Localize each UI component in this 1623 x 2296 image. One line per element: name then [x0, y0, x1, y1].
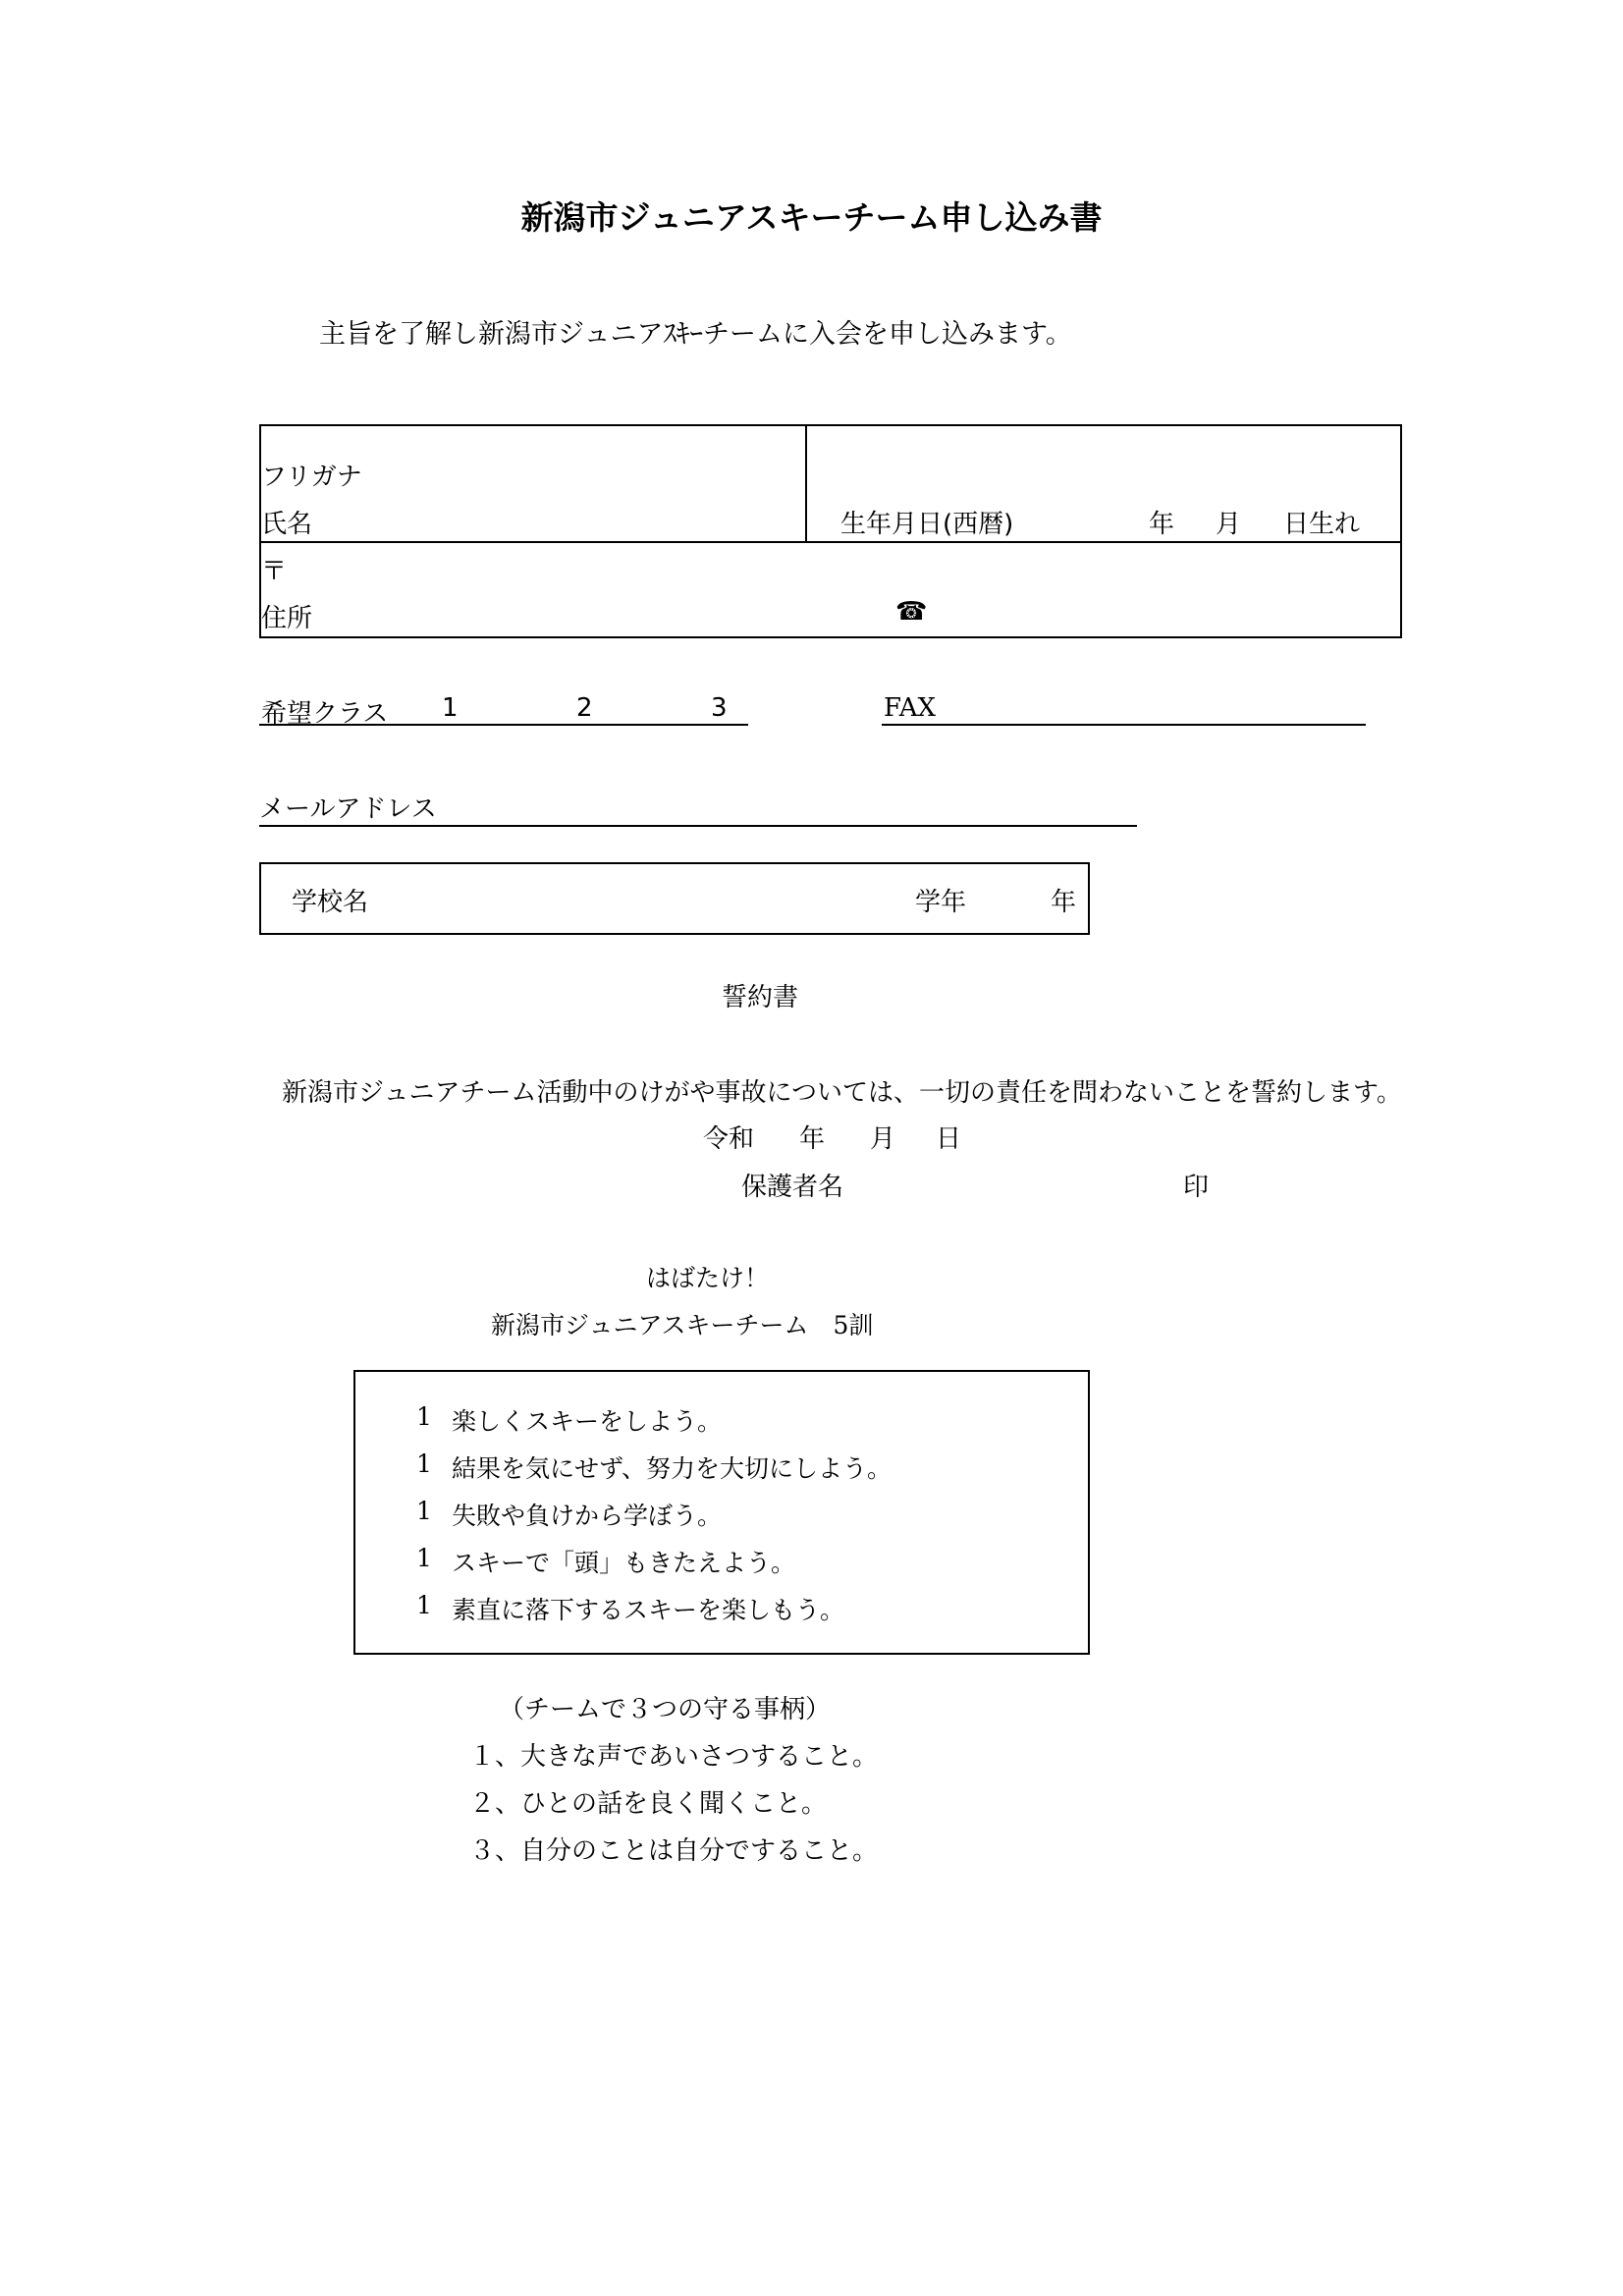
birth-month-unit: 月: [1216, 510, 1242, 539]
pledge-month-field[interactable]: [831, 1112, 868, 1149]
address-field[interactable]: [324, 591, 884, 630]
pledge-text: 新潟市ジュニアチーム活動中のけがや事故については、一切の責任を問わないことを誓約します。: [282, 1078, 1402, 1108]
fax-underline: [882, 724, 1366, 726]
postal-label: 〒: [261, 557, 288, 586]
furigana-field[interactable]: [324, 452, 795, 491]
class-option-1[interactable]: 1: [442, 693, 459, 723]
page-title: 新潟市ジュニアスキーチーム申し込み書: [520, 198, 1103, 237]
pledge-heading: 誓約書: [722, 983, 799, 1012]
phone-icon: ☎: [895, 597, 928, 627]
email-underline: [259, 825, 1137, 827]
school-field[interactable]: [383, 872, 893, 925]
motto-item-num: 1: [416, 1544, 432, 1572]
fax-label: FAX: [884, 693, 937, 723]
motto-line-2: 新潟市ジュニアスキーチーム 5訓: [491, 1311, 874, 1339]
class-label: 希望クラス: [261, 699, 389, 729]
intro-text: 主旨を了解し新潟市ジュニアｽｷｰチームに入会を申し込みます。: [319, 319, 1072, 350]
motto-item-text: 失敗や負けから学ぼう。: [452, 1502, 723, 1530]
rules-item: ３、自分のことは自分ですること。: [469, 1836, 879, 1866]
birth-day-unit: 日生れ: [1283, 510, 1361, 539]
pledge-year-field[interactable]: [764, 1112, 797, 1149]
rules-item: ２、ひとの話を良く聞くこと。: [469, 1789, 828, 1819]
pledge-day-unit: 日: [936, 1124, 962, 1154]
motto-item-num: 1: [416, 1497, 432, 1525]
email-field[interactable]: [412, 782, 1134, 821]
furigana-label: フリガナ: [261, 463, 362, 492]
grade-label: 学年: [915, 888, 967, 917]
rules-item: １、大きな声であいさつすること。: [469, 1742, 879, 1772]
guardian-label: 保護者名: [741, 1173, 844, 1202]
table-divider: [259, 541, 1402, 543]
rules-heading: （チームで３つの守る事柄）: [499, 1695, 832, 1724]
class-underline: [259, 724, 748, 726]
motto-item-text: スキーで「頭」もきたえよう。: [452, 1549, 796, 1577]
birth-month-field[interactable]: [1183, 496, 1215, 535]
motto-item-num: 1: [416, 1449, 432, 1478]
pledge-month-unit: 月: [870, 1124, 896, 1154]
motto-item-num: 1: [416, 1402, 432, 1431]
seal-label: 印: [1183, 1173, 1210, 1202]
motto-item-text: 楽しくスキーをしよう。: [452, 1407, 723, 1436]
fax-field[interactable]: [952, 685, 1365, 723]
birth-label: 生年月日(西暦): [840, 510, 1014, 539]
name-field[interactable]: [324, 496, 795, 535]
birth-year-unit: 年: [1149, 510, 1175, 539]
motto-item-num: 1: [416, 1591, 432, 1619]
email-label: メールアドレス: [259, 794, 437, 824]
table-column-divider: [805, 424, 807, 542]
name-label: 氏名: [261, 510, 313, 539]
class-option-3[interactable]: 3: [711, 693, 728, 723]
postal-code-field[interactable]: [295, 546, 785, 585]
school-label: 学校名: [292, 888, 369, 917]
pledge-year-unit: 年: [799, 1124, 826, 1154]
birth-year-field[interactable]: [1051, 496, 1141, 535]
class-option-2[interactable]: 2: [576, 693, 593, 723]
birth-day-field[interactable]: [1247, 496, 1280, 535]
guardian-name-field[interactable]: [864, 1159, 1178, 1198]
pledge-era: 令和: [703, 1124, 755, 1154]
grade-unit: 年: [1051, 888, 1077, 917]
grade-field[interactable]: [977, 872, 1046, 925]
address-label: 住所: [261, 604, 313, 633]
motto-item-text: 素直に落下するスキーを楽しもう。: [452, 1596, 845, 1624]
phone-field[interactable]: [933, 591, 1384, 630]
motto-line-1: はばたけ！: [646, 1264, 770, 1292]
motto-item-text: 結果を気にせず、努力を大切にしよう。: [452, 1454, 893, 1483]
pledge-day-field[interactable]: [901, 1112, 935, 1149]
